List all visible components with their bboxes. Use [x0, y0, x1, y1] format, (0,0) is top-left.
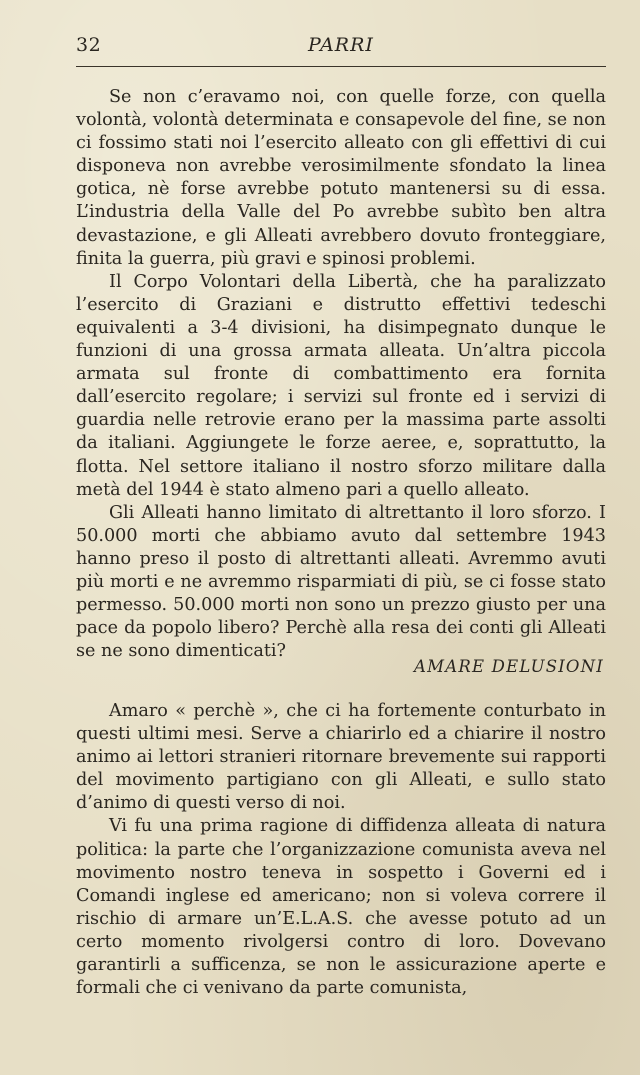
paragraph: Gli Alleati hanno limitato di altrettanto il loro sforzo. I 50.000 morti che abbiamo avuto dal settembre 1943 hanno preso il posto di altrettanti alleati. Avremmo avuti più morti e ne avremmo risparmiati di più, se ci fosse stato permesso. 50.000 morti non sono un prezzo giusto per una pace da popolo libero? Perchè alla resa dei conti gli Alleati se ne sono dimenticati?	[76, 502, 606, 662]
paragraph: Amaro « perchè », che ci ha fortemente conturbato in questi ultimi mesi. Serve a chiarirlo ed a chiarire il nostro animo ai lettori stranieri ritornare brevemente sui rapporti del movimento partigiano con gli Alleati, e sullo stato d’animo di questi verso di noi.	[76, 701, 606, 814]
paragraph: Se non c’eravamo noi, con quelle forze, con quella volontà, volontà determinata e consapevole del fine, se non ci fossimo stati noi l’esercito alleato con gli effettivi di cui disponeva non avrebbe verosimilmente sfondato la linea gotica, nè forse avrebbe potuto mantenersi su di essa. L’industria della Valle del Po avrebbe subìto ben altra devastazione, e gli Alleati avrebbero dovuto fronteggiare, finita la guerra, più gravi e spinosi problemi.	[76, 87, 606, 269]
page-number: 32	[76, 34, 102, 56]
paragraph: Vi fu una prima ragione di diffidenza alleata di natura politica: la parte che l’organizzazione comunista aveva nel movimento nostro teneva in sospetto i Governi ed i Comandi inglese ed americano; non si voleva correre il rischio di armare un’E.L.A.S. che avesse potuto ad un certo momento rivolgersi contro di loro. Dovevano garantirli a sufficenza, se non le assicurazione aperte e formali che ci venivano da parte comunista,	[76, 816, 606, 999]
page-header	[76, 34, 606, 64]
running-head: PARRI	[308, 34, 374, 56]
section-2-text	[76, 700, 606, 1000]
header-rule	[76, 66, 606, 67]
section-heading: AMARE DELUSIONI	[414, 657, 604, 676]
paragraph: Il Corpo Volontari della Libertà, che ha paralizzato l’esercito di Graziani e distrutto effettivi tedeschi equivalenti a 3-4 divisioni, ha disimpegnato dunque le funzioni di una grossa armata alleata. Un’altra piccola armata sul fronte di combattimento era fornita dall’esercito regolare; i servizi sul fronte ed i servizi di guardia nelle retrovie erano per la massima parte assolti da italiani. Aggiungete le forze aeree, e, soprattutto, la flotta. Nel settore italiano il nostro sforzo militare dalla metà del 1944 è stato almeno pari a quello alleato.	[76, 271, 606, 500]
section-1-text	[76, 86, 606, 663]
